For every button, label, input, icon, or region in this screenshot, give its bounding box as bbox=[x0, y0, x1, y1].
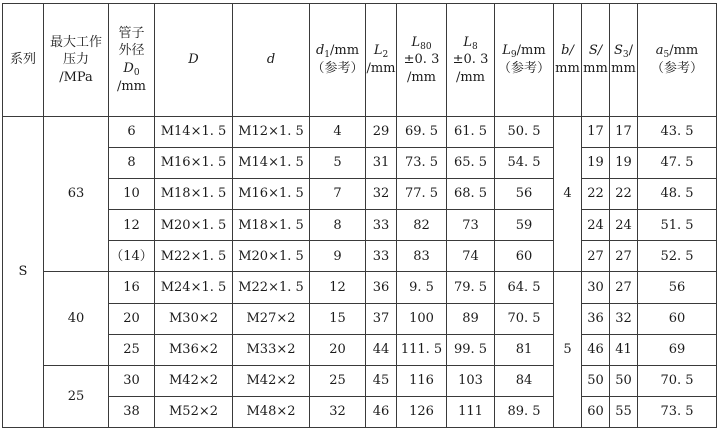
cell-d: M42×2 bbox=[233, 365, 310, 396]
cell-L8: 73 bbox=[447, 210, 495, 241]
col-header-series: 系列 bbox=[3, 4, 44, 117]
cell-L80: 82 bbox=[397, 210, 447, 241]
cell-d1: 32 bbox=[310, 396, 366, 427]
cell-S: 30 bbox=[582, 272, 610, 303]
pressure-cell: 25 bbox=[44, 365, 109, 427]
cell-d: M16×1. 5 bbox=[233, 179, 310, 210]
cell-S3: 19 bbox=[610, 148, 638, 179]
cell-S3: 17 bbox=[610, 117, 638, 148]
table-row bbox=[3, 117, 717, 148]
col-header-D: D bbox=[155, 4, 233, 117]
cell-od: 10 bbox=[109, 179, 155, 210]
cell-S3: 55 bbox=[610, 396, 638, 427]
cell-S: 27 bbox=[582, 241, 610, 272]
cell-L2: 37 bbox=[366, 303, 397, 334]
cell-d: M12×1. 5 bbox=[233, 117, 310, 148]
cell-od: （14） bbox=[109, 241, 155, 272]
cell-od: 38 bbox=[109, 396, 155, 427]
cell-d1: 12 bbox=[310, 272, 366, 303]
cell-a5: 69 bbox=[638, 334, 717, 365]
col-header-L9: $L_9/mm$ （参考） bbox=[495, 4, 554, 117]
cell-D: M14×1. 5 bbox=[155, 117, 233, 148]
cell-L80: 77. 5 bbox=[397, 179, 447, 210]
cell-L2: 32 bbox=[366, 179, 397, 210]
col-header-S3: $S_3/$ mm bbox=[610, 4, 638, 117]
cell-L80: 116 bbox=[397, 365, 447, 396]
cell-L8: 89 bbox=[447, 303, 495, 334]
cell-L2: 45 bbox=[366, 365, 397, 396]
cell-S: 24 bbox=[582, 210, 610, 241]
col-header-outer-diameter: 管子 外径 $D_0$ /mm bbox=[109, 4, 155, 117]
col-header-L80: $L_{80}$ ±0. 3 /mm bbox=[397, 4, 447, 117]
cell-od: 30 bbox=[109, 365, 155, 396]
cell-od: 8 bbox=[109, 148, 155, 179]
cell-L2: 33 bbox=[366, 241, 397, 272]
table-row bbox=[3, 303, 717, 334]
cell-d1: 9 bbox=[310, 241, 366, 272]
table-row bbox=[3, 334, 717, 365]
cell-S3: 32 bbox=[610, 303, 638, 334]
cell-L80: 111. 5 bbox=[397, 334, 447, 365]
cell-L8: 103 bbox=[447, 365, 495, 396]
table-row bbox=[3, 148, 717, 179]
cell-d: M18×1. 5 bbox=[233, 210, 310, 241]
cell-L2: 33 bbox=[366, 210, 397, 241]
cell-D: M16×1. 5 bbox=[155, 148, 233, 179]
cell-L9: 84 bbox=[495, 365, 554, 396]
cell-L9: 54. 5 bbox=[495, 148, 554, 179]
b-cell: 5 bbox=[554, 272, 582, 428]
cell-L80: 69. 5 bbox=[397, 117, 447, 148]
cell-a5: 43. 5 bbox=[638, 117, 717, 148]
cell-L9: 56 bbox=[495, 179, 554, 210]
cell-d: M48×2 bbox=[233, 396, 310, 427]
cell-d1: 8 bbox=[310, 210, 366, 241]
cell-a5: 60 bbox=[638, 303, 717, 334]
cell-D: M52×2 bbox=[155, 396, 233, 427]
cell-S3: 24 bbox=[610, 210, 638, 241]
cell-L8: 65. 5 bbox=[447, 148, 495, 179]
cell-S: 46 bbox=[582, 334, 610, 365]
cell-D: M30×2 bbox=[155, 303, 233, 334]
cell-od: 6 bbox=[109, 117, 155, 148]
cell-L8: 79. 5 bbox=[447, 272, 495, 303]
cell-L9: 50. 5 bbox=[495, 117, 554, 148]
cell-D: M22×1. 5 bbox=[155, 241, 233, 272]
cell-S3: 22 bbox=[610, 179, 638, 210]
cell-L8: 74 bbox=[447, 241, 495, 272]
table-row bbox=[3, 365, 717, 396]
header-row bbox=[3, 4, 717, 117]
cell-d: M14×1. 5 bbox=[233, 148, 310, 179]
col-header-pressure: 最大工作 压力 /MPa bbox=[44, 4, 109, 117]
cell-od: 16 bbox=[109, 272, 155, 303]
cell-a5: 56 bbox=[638, 272, 717, 303]
cell-L2: 36 bbox=[366, 272, 397, 303]
cell-d: M20×1. 5 bbox=[233, 241, 310, 272]
cell-a5: 51. 5 bbox=[638, 210, 717, 241]
cell-d: M22×1. 5 bbox=[233, 272, 310, 303]
cell-S3: 27 bbox=[610, 272, 638, 303]
cell-L9: 89. 5 bbox=[495, 396, 554, 427]
table-row bbox=[3, 179, 717, 210]
cell-L80: 73. 5 bbox=[397, 148, 447, 179]
fitting-dimension-table bbox=[2, 3, 717, 428]
cell-d1: 5 bbox=[310, 148, 366, 179]
cell-L8: 61. 5 bbox=[447, 117, 495, 148]
series-cell: S bbox=[3, 117, 44, 428]
table-row bbox=[3, 272, 717, 303]
table-row bbox=[3, 396, 717, 427]
cell-L2: 29 bbox=[366, 117, 397, 148]
cell-a5: 70. 5 bbox=[638, 365, 717, 396]
cell-L9: 64. 5 bbox=[495, 272, 554, 303]
cell-d: M27×2 bbox=[233, 303, 310, 334]
cell-D: M36×2 bbox=[155, 334, 233, 365]
cell-S: 36 bbox=[582, 303, 610, 334]
cell-L9: 60 bbox=[495, 241, 554, 272]
cell-D: M20×1. 5 bbox=[155, 210, 233, 241]
cell-L8: 111 bbox=[447, 396, 495, 427]
b-cell: 4 bbox=[554, 117, 582, 272]
cell-L80: 83 bbox=[397, 241, 447, 272]
cell-d1: 15 bbox=[310, 303, 366, 334]
cell-od: 25 bbox=[109, 334, 155, 365]
col-header-L8: $L_8$ ±0. 3 /mm bbox=[447, 4, 495, 117]
cell-d: M33×2 bbox=[233, 334, 310, 365]
pressure-cell: 63 bbox=[44, 117, 109, 272]
cell-L8: 68. 5 bbox=[447, 179, 495, 210]
cell-D: M18×1. 5 bbox=[155, 179, 233, 210]
cell-L9: 70. 5 bbox=[495, 303, 554, 334]
col-header-d: d bbox=[233, 4, 310, 117]
cell-d1: 7 bbox=[310, 179, 366, 210]
cell-a5: 73. 5 bbox=[638, 396, 717, 427]
cell-S3: 27 bbox=[610, 241, 638, 272]
cell-S: 50 bbox=[582, 365, 610, 396]
cell-L9: 81 bbox=[495, 334, 554, 365]
cell-L9: 59 bbox=[495, 210, 554, 241]
cell-S: 19 bbox=[582, 148, 610, 179]
cell-L2: 46 bbox=[366, 396, 397, 427]
cell-a5: 48. 5 bbox=[638, 179, 717, 210]
col-header-a5: $a_5/mm$ （参考） bbox=[638, 4, 717, 117]
cell-S3: 41 bbox=[610, 334, 638, 365]
cell-od: 12 bbox=[109, 210, 155, 241]
table-row bbox=[3, 241, 717, 272]
cell-L80: 100 bbox=[397, 303, 447, 334]
cell-L80: 9. 5 bbox=[397, 272, 447, 303]
pressure-cell: 40 bbox=[44, 272, 109, 365]
cell-S: 60 bbox=[582, 396, 610, 427]
cell-L2: 44 bbox=[366, 334, 397, 365]
col-header-L2: $L_2$ /mm bbox=[366, 4, 397, 117]
cell-od: 20 bbox=[109, 303, 155, 334]
cell-d1: 4 bbox=[310, 117, 366, 148]
cell-S3: 50 bbox=[610, 365, 638, 396]
col-header-b: b/ mm bbox=[554, 4, 582, 117]
col-header-d1: $d_1/mm$ （参考） bbox=[310, 4, 366, 117]
cell-L2: 31 bbox=[366, 148, 397, 179]
table-row bbox=[3, 210, 717, 241]
cell-S: 17 bbox=[582, 117, 610, 148]
cell-a5: 52. 5 bbox=[638, 241, 717, 272]
cell-a5: 47. 5 bbox=[638, 148, 717, 179]
cell-d1: 25 bbox=[310, 365, 366, 396]
cell-D: M42×2 bbox=[155, 365, 233, 396]
cell-L80: 126 bbox=[397, 396, 447, 427]
col-header-S: S/ mm bbox=[582, 4, 610, 117]
cell-L8: 99. 5 bbox=[447, 334, 495, 365]
cell-S: 22 bbox=[582, 179, 610, 210]
cell-D: M24×1. 5 bbox=[155, 272, 233, 303]
cell-d1: 20 bbox=[310, 334, 366, 365]
